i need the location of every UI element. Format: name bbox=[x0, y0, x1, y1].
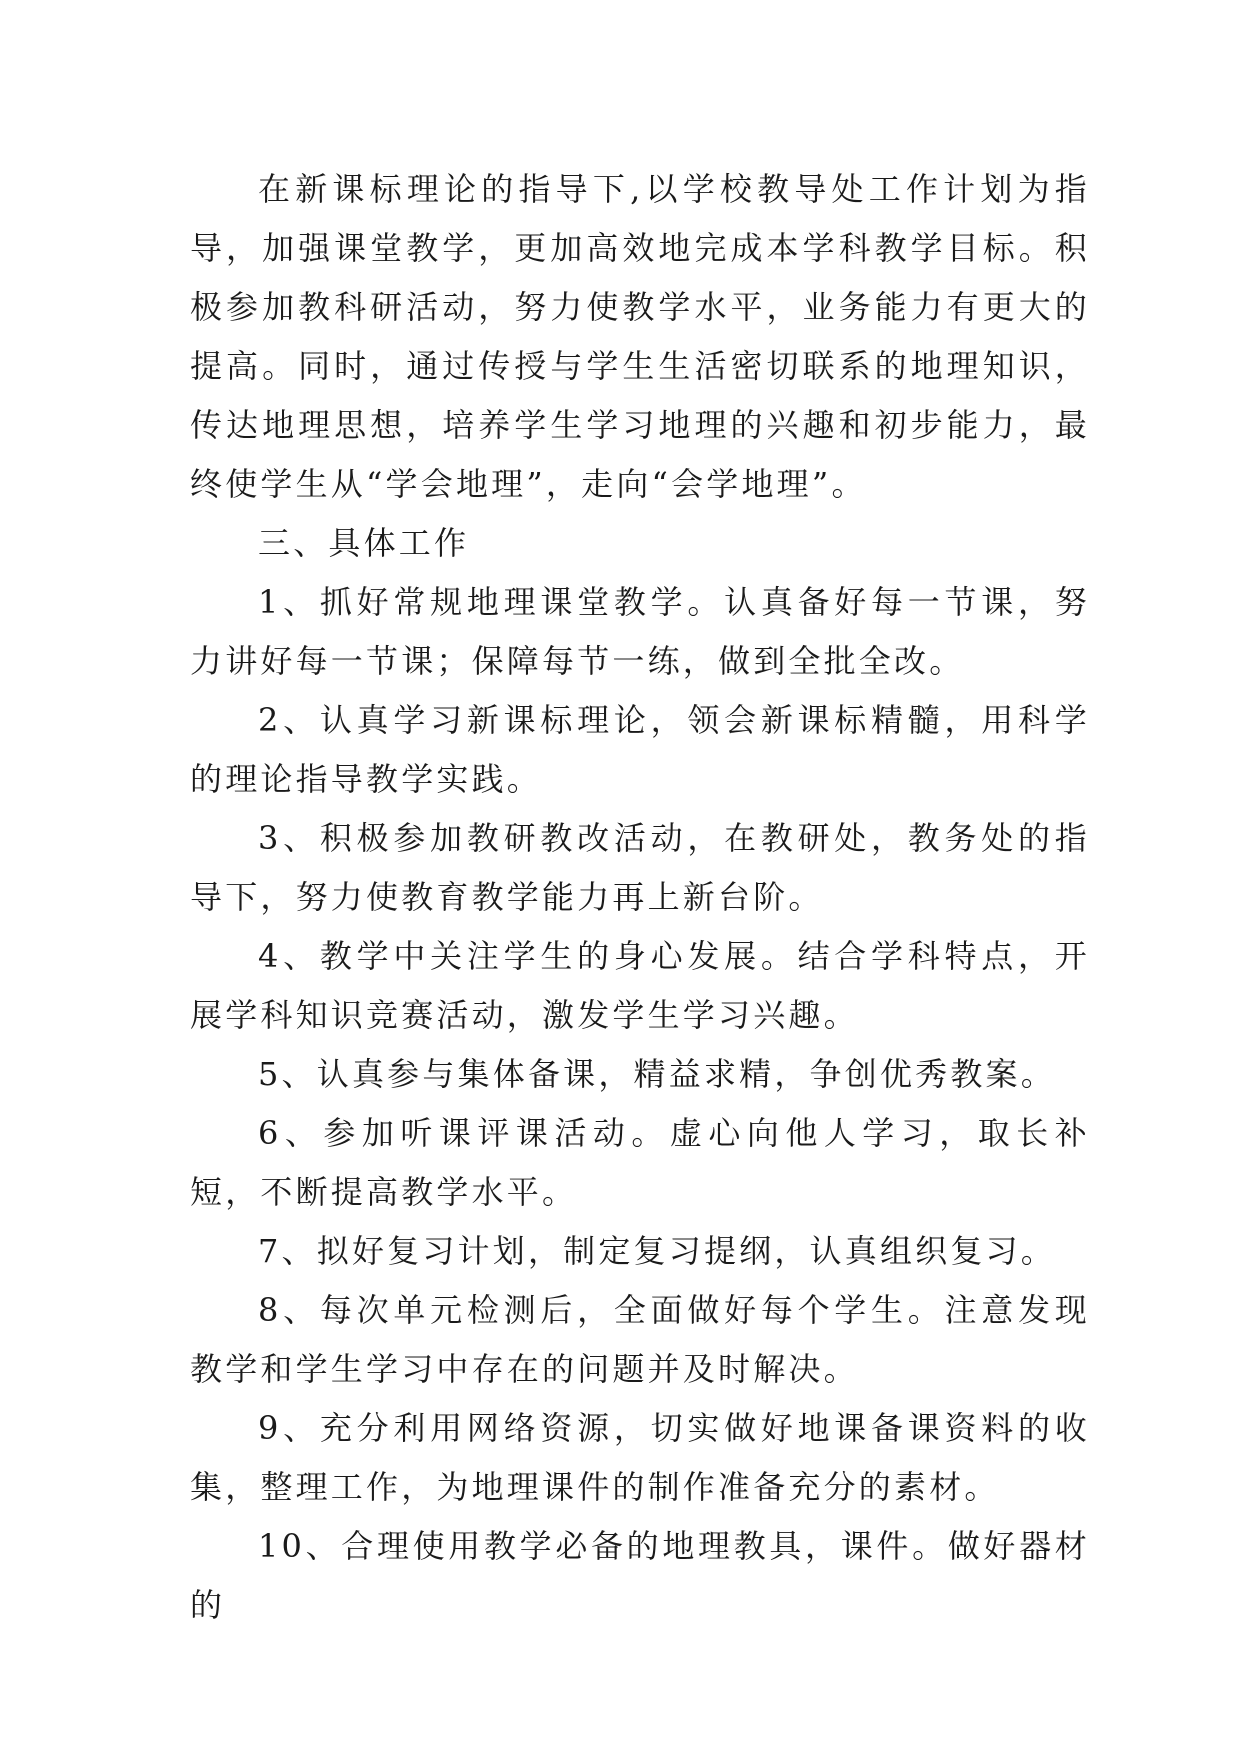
work-item-4: 4、教学中关注学生的身心发展。结合学科特点，开展学科知识竞赛活动，激发学生学习兴趣。 bbox=[190, 937, 1090, 1034]
work-item-3: 3、积极参加教研教改活动，在教研处，教务处的指导下，努力使教育教学能力再上新台阶。 bbox=[190, 819, 1090, 916]
section-heading: 三、具体工作 bbox=[258, 524, 470, 562]
work-item-5: 5、认真参与集体备课，精益求精，争创优秀教案。 bbox=[258, 1055, 1056, 1093]
work-item-10: 10、合理使用教学必备的地理教具，课件。做好器材的 bbox=[190, 1527, 1090, 1624]
work-item-2: 2、认真学习新课标理论，领会新课标精髓，用科学的理论指导教学实践。 bbox=[190, 701, 1090, 798]
work-item-8: 8、每次单元检测后，全面做好每个学生。注意发现教学和学生学习中存在的问题并及时解决。 bbox=[190, 1291, 1090, 1388]
work-item-6: 6、参加听课评课活动。虚心向他人学习，取长补短，不断提高教学水平。 bbox=[190, 1114, 1090, 1211]
document-body bbox=[190, 160, 1090, 1635]
paragraph-intro: 在新课标理论的指导下,以学校教导处工作计划为指导，加强课堂教学，更加高效地完成本学科教学目标。积极参加教科研活动，努力使教学水平，业务能力有更大的提高。同时，通过传授与学生生活密切联系的地理知识，传达地理思想，培养学生学习地理的兴趣和初步能力，最终使学生从“学会地理”，走向“会学地理”。 bbox=[190, 170, 1090, 503]
work-item-7: 7、拟好复习计划，制定复习提纲，认真组织复习。 bbox=[258, 1232, 1056, 1270]
work-item-9: 9、充分利用网络资源，切实做好地课备课资料的收集，整理工作，为地理课件的制作准备充分的素材。 bbox=[190, 1409, 1090, 1506]
work-item-1: 1、抓好常规地理课堂教学。认真备好每一节课，努力讲好每一节课；保障每节一练，做到全批全改。 bbox=[190, 583, 1090, 680]
